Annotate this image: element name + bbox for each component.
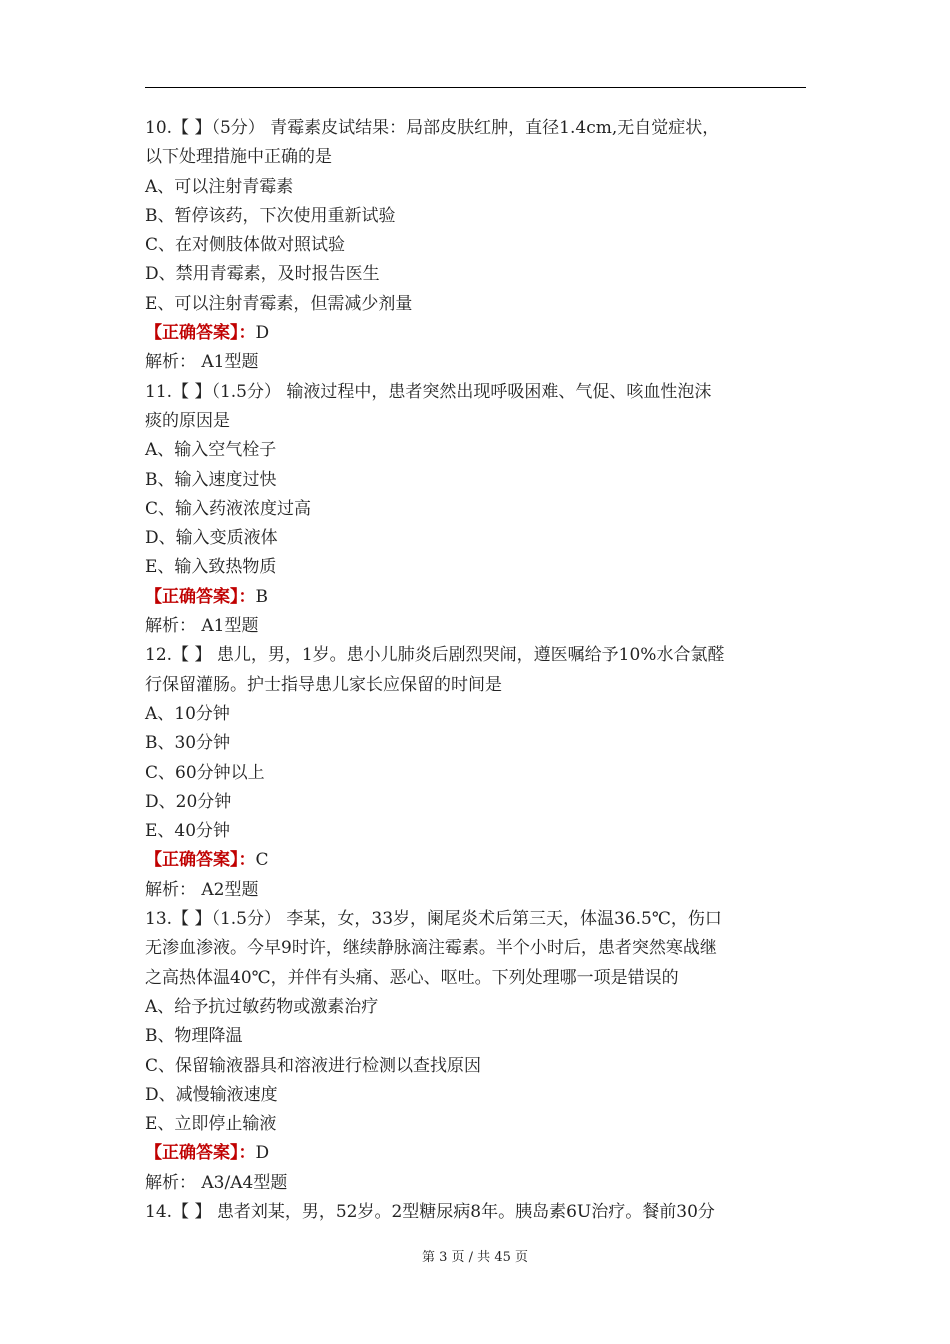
option-b: B、输入速度过快	[145, 469, 277, 490]
analysis: 解析： A1型题	[145, 352, 259, 373]
answer-value: D	[255, 323, 270, 344]
question-stem: 之高热体温40℃，并伴有头痛、恶心、呕吐。下列处理哪一项是错误的	[145, 967, 679, 988]
correct-answer	[145, 1139, 810, 1168]
option-a: A、10分钟	[145, 703, 230, 724]
question-stem: 行保留灌肠。护士指导患儿家长应保留的时间是	[145, 674, 502, 695]
option-d: D、减慢输液速度	[145, 1084, 278, 1105]
option-b: B、30分钟	[145, 733, 231, 754]
question-12	[145, 641, 810, 905]
answer-label: 【正确答案】：	[145, 323, 256, 344]
header-rule	[145, 87, 806, 88]
page-content	[145, 114, 810, 1227]
option-e: E、40分钟	[145, 821, 231, 842]
option-a: A、可以注射青霉素	[145, 176, 294, 197]
analysis: 解析： A2型题	[145, 879, 259, 900]
option-e: E、可以注射青霉素，但需减少剂量	[145, 293, 413, 314]
question-stem: 13.【 】（1.5分） 李某，女，33岁，阑尾炎术后第三天，体温36.5℃，伤口	[145, 909, 722, 930]
question-stem: 14.【 】 患者刘某，男，52岁。2型糖尿病8年。胰岛素6U治疗。餐前30分	[145, 1201, 715, 1222]
option-c: C、输入药液浓度过高	[145, 498, 312, 519]
answer-value: C	[255, 850, 269, 871]
correct-answer	[145, 583, 810, 612]
option-e: E、立即停止输液	[145, 1114, 277, 1135]
question-stem: 11.【 】（1.5分） 输液过程中，患者突然出现呼吸困难、气促、咳血性泡沫	[145, 381, 712, 402]
question-stem: 痰的原因是	[145, 410, 230, 431]
option-c: C、60分钟以上	[145, 762, 265, 783]
answer-label: 【正确答案】：	[145, 586, 256, 607]
correct-answer	[145, 319, 810, 348]
option-b: B、暂停该药，下次使用重新试验	[145, 205, 396, 226]
option-d: D、禁用青霉素，及时报告医生	[145, 264, 380, 285]
question-14	[145, 1198, 810, 1227]
option-d: D、20分钟	[145, 791, 232, 812]
option-b: B、物理降温	[145, 1026, 243, 1047]
answer-label: 【正确答案】：	[145, 1143, 256, 1164]
page-footer: 第 3 页 / 共 45 页	[422, 1250, 528, 1265]
analysis: 解析： A3/A4型题	[145, 1172, 288, 1193]
option-a: A、给予抗过敏药物或激素治疗	[145, 996, 379, 1017]
correct-answer	[145, 846, 810, 875]
question-11	[145, 378, 810, 642]
option-d: D、输入变质液体	[145, 528, 278, 549]
question-stem: 以下处理措施中正确的是	[145, 147, 332, 168]
question-13	[145, 905, 810, 1198]
option-a: A、输入空气栓子	[145, 440, 277, 461]
answer-label: 【正确答案】：	[145, 850, 256, 871]
question-10	[145, 114, 810, 378]
analysis: 解析： A1型题	[145, 616, 259, 637]
option-c: C、在对侧肢体做对照试验	[145, 235, 346, 256]
answer-value: D	[255, 1143, 270, 1164]
question-stem: 12.【 】 患儿，男，1岁。患小儿肺炎后剧烈哭闹，遵医嘱给予10%水合氯醛	[145, 645, 725, 666]
answer-value: B	[255, 586, 268, 607]
option-e: E、输入致热物质	[145, 557, 277, 578]
option-c: C、保留输液器具和溶液进行检测以查找原因	[145, 1055, 482, 1076]
question-stem: 无渗血渗液。今早9时许，继续静脉滴注霉素。半个小时后，患者突然寒战继	[145, 938, 717, 959]
question-stem: 10.【 】（5分） 青霉素皮试结果：局部皮肤红肿，直径1.4cm,无自觉症状，	[145, 118, 720, 138]
